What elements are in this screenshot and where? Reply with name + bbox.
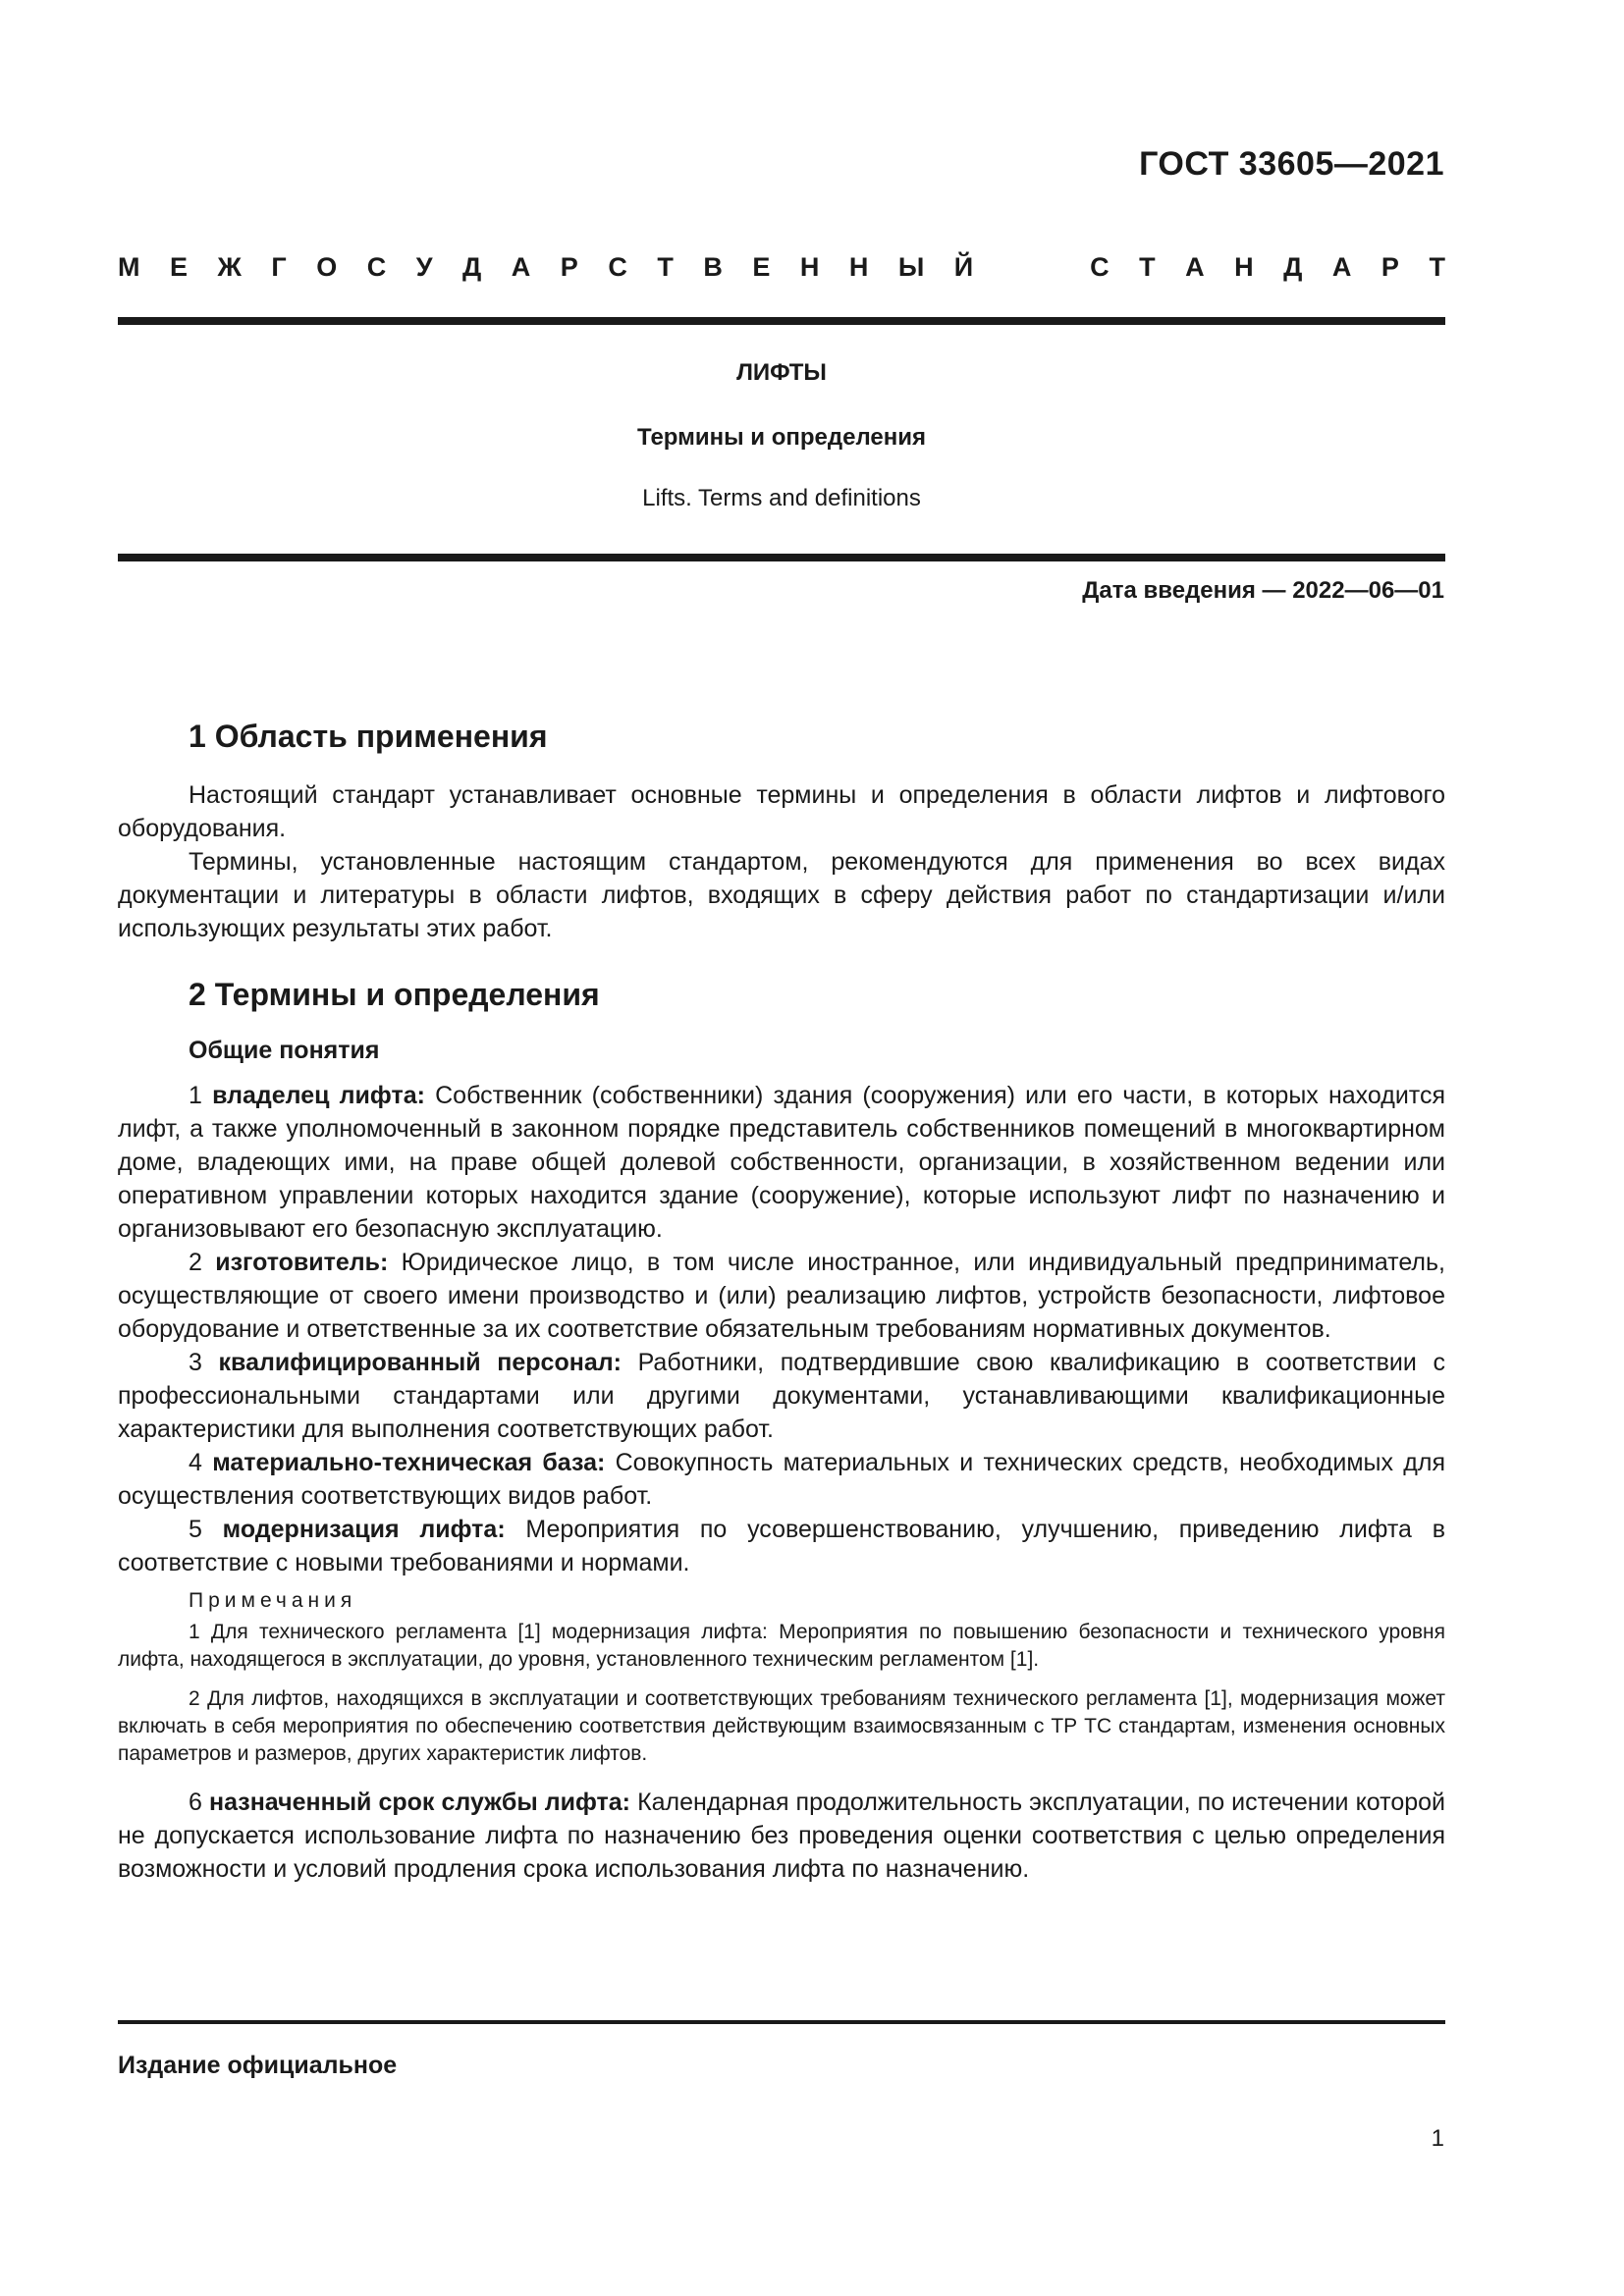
standard-type-letter: Д — [1283, 252, 1303, 282]
subsection-heading-general: Общие понятия — [189, 1037, 380, 1064]
standard-type-letter: Е — [752, 252, 771, 282]
note-item: 2 Для лифтов, находящихся в эксплуатации и соответствующих требованиям технического регламента [1], модернизация может включать в себя мероприятия по обеспечению соответствия действующим взаимосвязанным с ТР ТС стандартам, изменения основных параметров и размеров, других характеристик лифтов. — [118, 1687, 1445, 1765]
document-body — [118, 719, 1445, 1886]
standard-type-letter: Й — [953, 252, 974, 282]
standard-type-letter: С — [608, 252, 627, 282]
term-name: квалифицированный персонал: — [218, 1349, 622, 1376]
standard-type-letter: О — [316, 252, 338, 282]
standard-type-line — [118, 252, 1445, 283]
standard-type-letter: С — [1090, 252, 1110, 282]
term-name: модернизация лифта: — [222, 1516, 506, 1543]
standard-type-letter: Р — [1380, 252, 1399, 282]
standard-type-letter: Т — [1139, 252, 1156, 282]
term-name: назначенный срок службы лифта: — [208, 1789, 631, 1816]
term-entry — [118, 1079, 1445, 1246]
standard-type-letter: Р — [560, 252, 578, 282]
term-entry — [118, 1346, 1445, 1446]
term-number: 5 — [189, 1516, 202, 1543]
standard-type-letter: А — [1331, 252, 1352, 282]
section-heading-scope: 1 Область применения — [189, 719, 548, 754]
document-title-english: Lifts. Terms and definitions — [642, 485, 921, 511]
term-number: 4 — [189, 1449, 202, 1476]
standard-type-letter: Ж — [217, 252, 242, 282]
standard-type-letter: Н — [799, 252, 820, 282]
term-definition: Мероприятия по усовершенствованию, улучшению, приведению лифта в соответствие с новыми требованиями и нормами. — [118, 1516, 1445, 1576]
standard-type-letter: М — [118, 252, 140, 282]
term-definition: Собственник (собственники) здания (сооружения) или его части, в которых находится лифт, а также уполномоченный в законном порядке представитель собственников помещений в многоквартирном доме, владеющих ими, на праве общей долевой собственности, организации, в хозяйственном ведении или оперативном управлении которых находится здание (сооружение), которые используют лифт по назначению и организовывают его безопасную эксплуатацию. — [118, 1082, 1445, 1243]
document-title: ЛИФТЫ — [736, 359, 827, 386]
term-entry — [118, 1446, 1445, 1513]
header-rule — [118, 317, 1445, 325]
term-number: 6 — [189, 1789, 202, 1816]
term-definition: Юридическое лицо, в том числе иностранное, или индивидуальный предприниматель, осуществляющие от своего имени производство и (или) реализацию лифтов, устройств безопасности, лифтовое оборудование и ответственные за их соответствие обязательным требованиям нормативных документов. — [118, 1249, 1445, 1343]
standard-type-letter: В — [703, 252, 723, 282]
term-entry — [118, 1786, 1445, 1886]
title-rule — [118, 554, 1445, 561]
footer-rule — [118, 2020, 1445, 2024]
standard-type-letter: Ы — [897, 252, 925, 282]
note-item: 1 Для технического регламента [1] модернизация лифта: Мероприятия по повышению безопасности и технического уровня лифта, находящегося в эксплуатации, до уровня, установленного техническим регламентом [1]. — [118, 1621, 1445, 1671]
document-subtitle: Термины и определения — [636, 424, 927, 451]
term-definition: Календарная продолжительность эксплуатации, по истечении которой не допускается использование лифта по назначению без проведения оценки соответствия с целью определения возможности и условий продления срока использования лифта по назначению. — [118, 1789, 1445, 1883]
scope-paragraph: Настоящий стандарт устанавливает основные термины и определения в области лифтов и лифтового оборудования. — [118, 781, 1445, 842]
word-gap — [1003, 252, 1060, 283]
term-definition: Работники, подтвердившие свою квалификацию в соответствии с профессиональными стандартами или другими документами, устанавливающими квалификационные характеристики для выполнения соответствующих работ. — [118, 1349, 1445, 1443]
standard-type-letter: Д — [462, 252, 482, 282]
term-entry — [118, 1513, 1445, 1579]
standard-type-letter: Т — [1429, 252, 1445, 282]
term-entry — [118, 1246, 1445, 1346]
introduction-date: Дата введения — 2022—06—01 — [1082, 577, 1444, 604]
page-number: 1 — [1431, 2125, 1444, 2152]
official-edition-label: Издание официальное — [118, 2052, 398, 2079]
term-number: 2 — [189, 1249, 202, 1276]
standard-type-letter: Г — [271, 252, 287, 282]
term-name: материально-техническая база: — [212, 1449, 606, 1476]
term-name: изготовитель: — [215, 1249, 389, 1276]
term-number: 3 — [189, 1349, 202, 1376]
term-name: владелец лифта: — [212, 1082, 425, 1109]
notes-heading: Примечания — [189, 1589, 357, 1612]
standard-type-letter: С — [366, 252, 387, 282]
standard-type-letter: Н — [848, 252, 869, 282]
section-heading-terms: 2 Термины и определения — [189, 977, 600, 1012]
standard-type-letter: Е — [170, 252, 189, 282]
standard-type-letter: А — [1185, 252, 1205, 282]
term-definition: Совокупность материальных и технических средств, необходимых для осуществления соответствующих видов работ. — [118, 1449, 1446, 1510]
standard-type-letter: У — [415, 252, 433, 282]
standard-type-letter: А — [511, 252, 531, 282]
standard-type-letter: Н — [1234, 252, 1254, 282]
document-id: ГОСТ 33605—2021 — [1139, 145, 1444, 183]
standard-type-letter: Т — [657, 252, 674, 282]
scope-paragraph: Термины, установленные настоящим стандартом, рекомендуются для применения во всех видах документации и литературы в области лифтов, входящих в сферу действия работ по стандартизации и/или использующих результаты этих работ. — [118, 848, 1445, 942]
term-number: 1 — [189, 1082, 202, 1109]
